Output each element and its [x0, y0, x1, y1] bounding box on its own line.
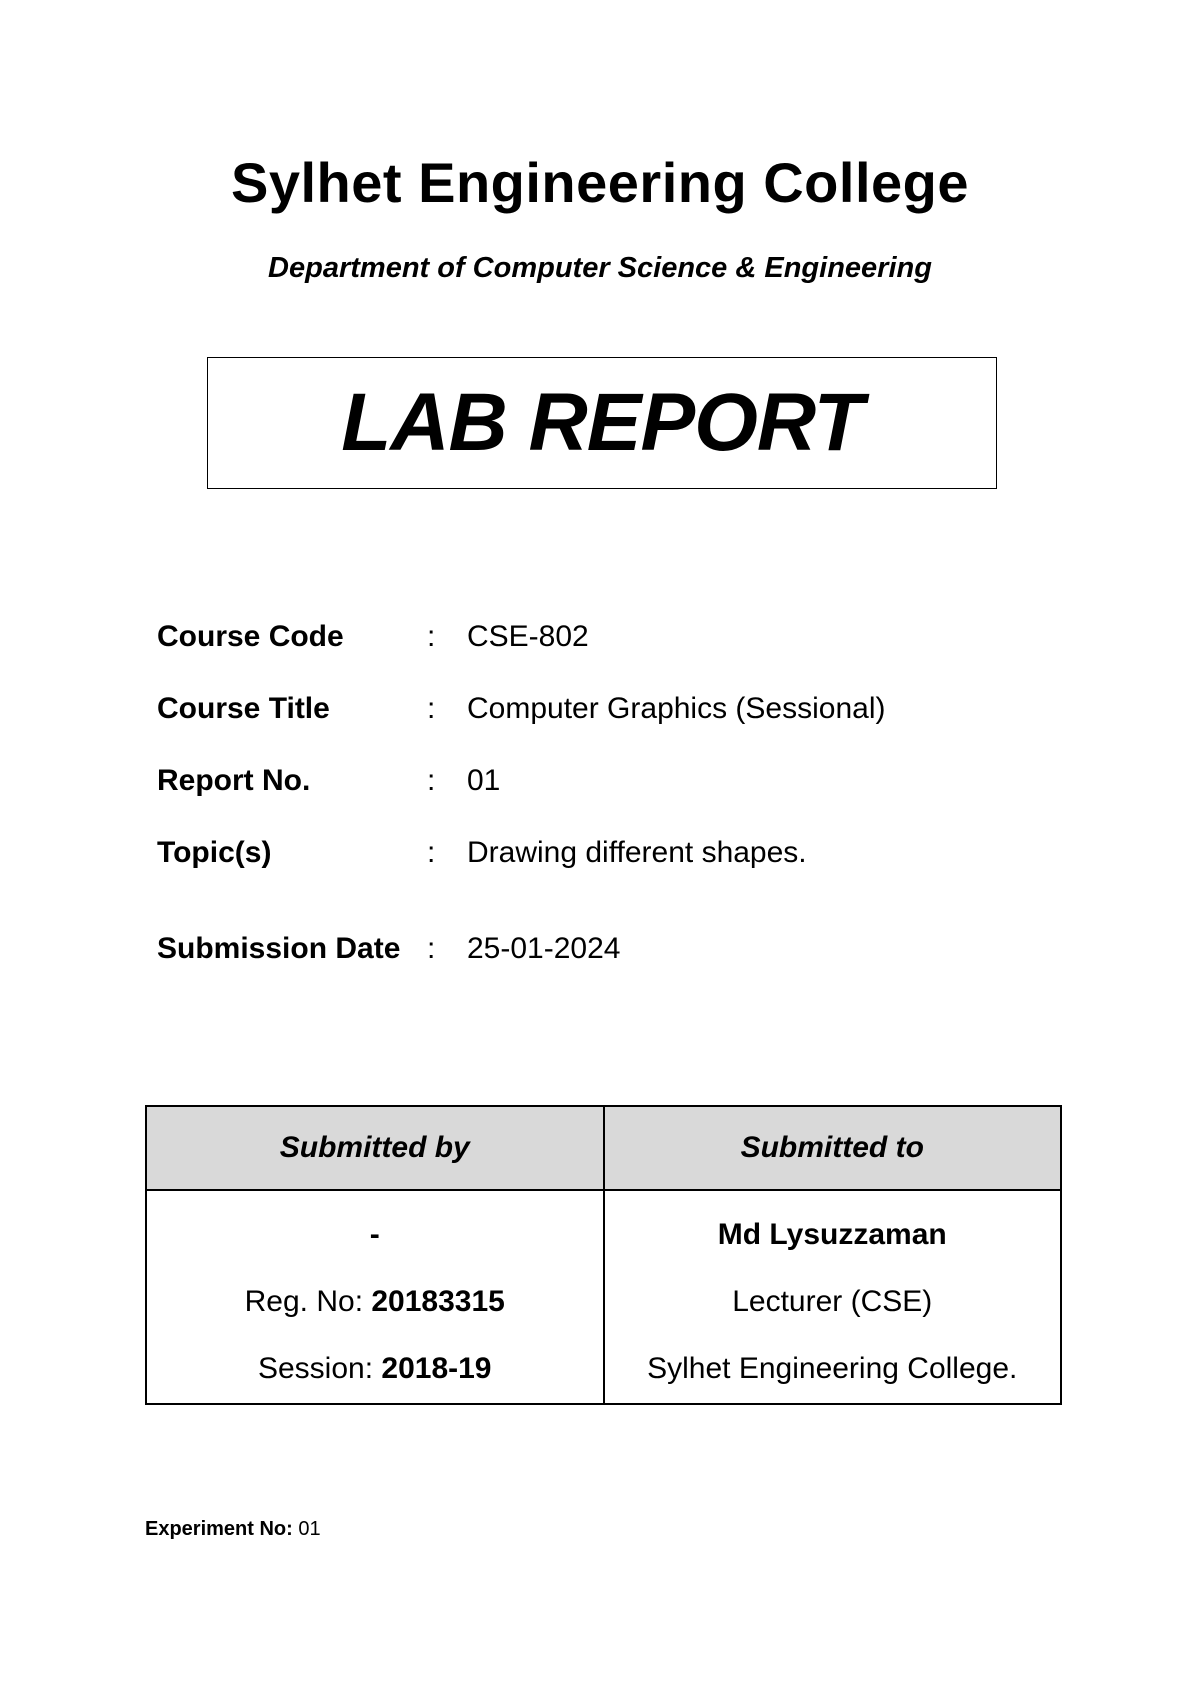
- submitted-by-header: Submitted by: [146, 1106, 604, 1190]
- submission-table: [145, 1105, 1062, 1405]
- info-row-topics: [157, 836, 1057, 908]
- submitted-by-cell: [146, 1190, 604, 1404]
- department-name: Department of Computer Science & Engineering: [268, 252, 932, 284]
- experiment-value: 01: [298, 1518, 321, 1540]
- college-name: Sylhet Engineering College: [230, 151, 970, 214]
- reg-no-value: 20183315: [371, 1285, 505, 1318]
- course-code-value: CSE-802: [467, 620, 589, 653]
- session-label: Session:: [257, 1352, 382, 1385]
- reg-no-label: Reg. No:: [244, 1285, 372, 1318]
- teacher-designation: Lecturer (CSE): [732, 1285, 933, 1318]
- report-no-label: Report No.: [157, 764, 311, 797]
- submission-table-header-row: [146, 1106, 1061, 1190]
- student-name: -: [369, 1218, 380, 1251]
- topics-value: Drawing different shapes.: [467, 836, 807, 869]
- experiment-number: [145, 1518, 321, 1541]
- submission-table-body-row: [146, 1190, 1061, 1404]
- teacher-name: Md Lysuzzaman: [717, 1218, 947, 1251]
- teacher-institution: Sylhet Engineering College.: [647, 1352, 1018, 1385]
- submission-date-label: Submission Date: [157, 932, 401, 965]
- submitted-to-header: Submitted to: [604, 1106, 1062, 1190]
- course-title-label: Course Title: [157, 692, 330, 725]
- report-no-separator: :: [427, 764, 436, 797]
- topics-label: Topic(s): [157, 836, 272, 869]
- submission-date-value: 25-01-2024: [467, 932, 621, 965]
- course-title-value: Computer Graphics (Sessional): [467, 692, 886, 725]
- course-title-separator: :: [427, 692, 436, 725]
- info-row-course-code: [157, 620, 1057, 692]
- info-row-report-no: [157, 764, 1057, 836]
- report-title: LAB REPORT: [341, 377, 863, 468]
- course-code-separator: :: [427, 620, 436, 653]
- submission-date-separator: :: [427, 932, 436, 965]
- submitted-to-cell: [604, 1190, 1062, 1404]
- session-value: 2018-19: [381, 1352, 492, 1385]
- topics-separator: :: [427, 836, 436, 869]
- student-session: [148, 1335, 602, 1402]
- course-info-block: [157, 620, 1057, 1004]
- report-no-value: 01: [467, 764, 501, 797]
- experiment-label: Experiment No:: [145, 1518, 299, 1540]
- course-code-label: Course Code: [157, 620, 344, 653]
- info-row-submission-date: [157, 932, 1057, 1004]
- info-row-course-title: [157, 692, 1057, 764]
- student-reg-no: [148, 1268, 602, 1335]
- report-title-box: [207, 357, 997, 489]
